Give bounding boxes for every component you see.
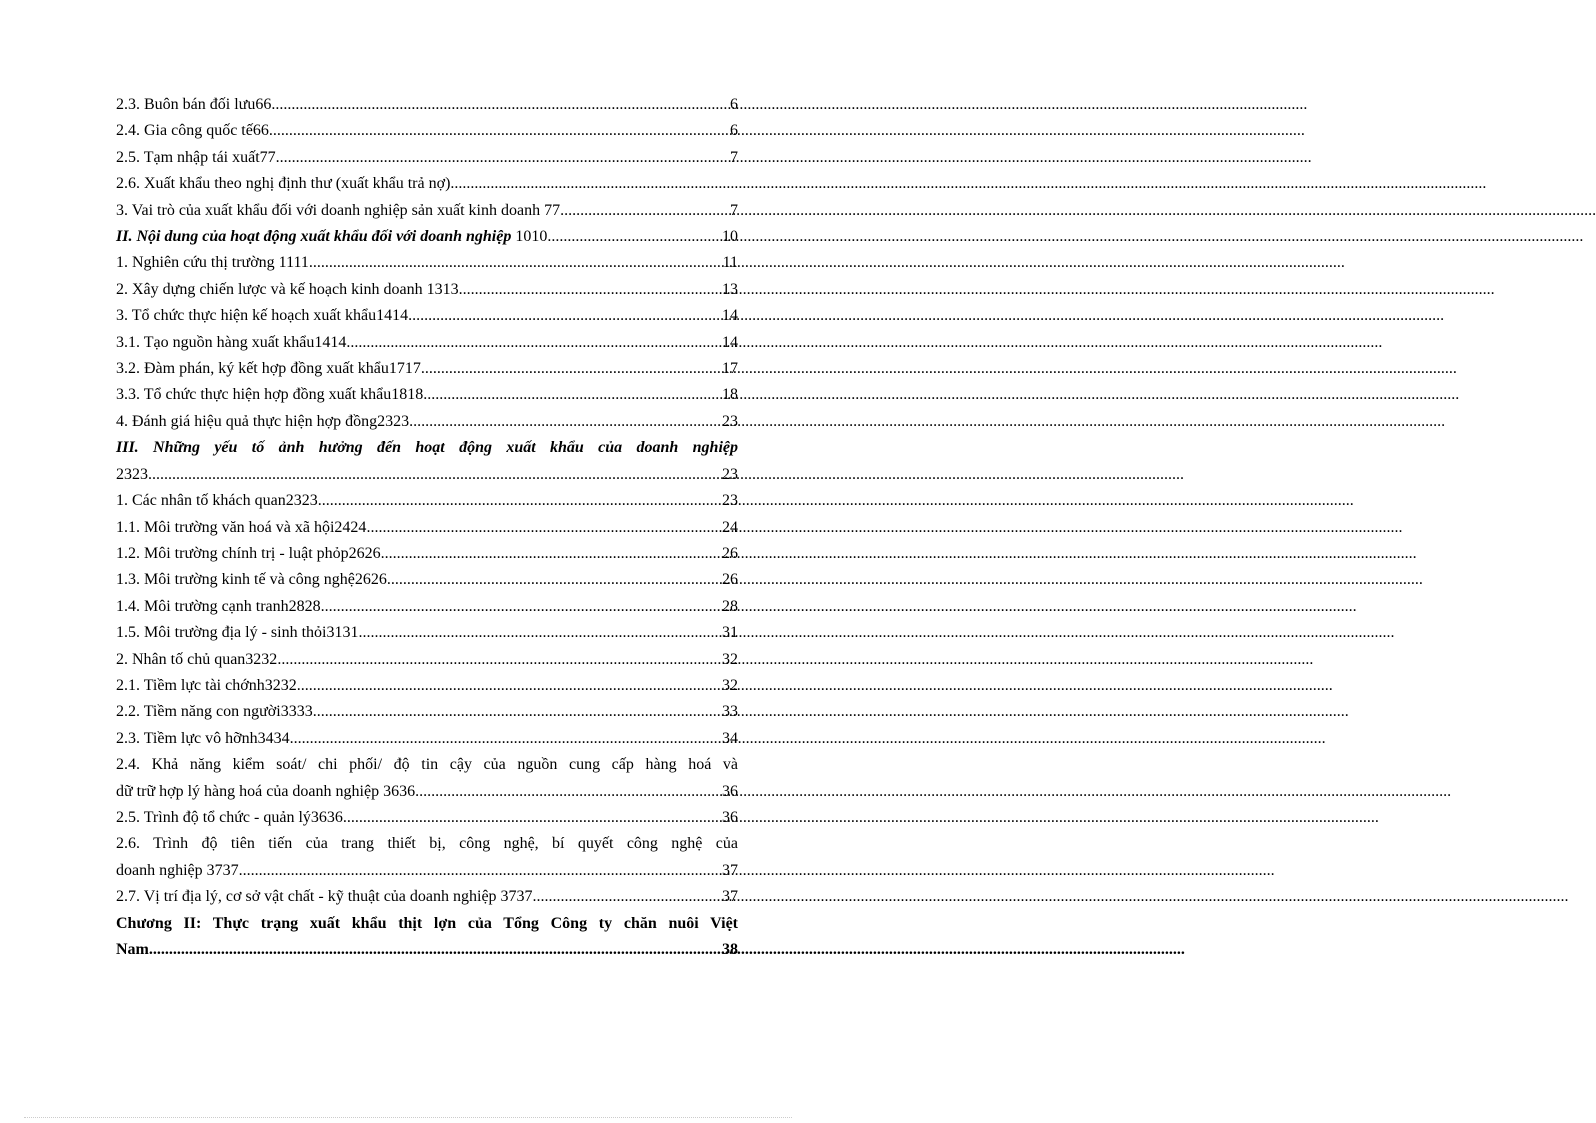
toc-page-number: 26 [722, 571, 738, 589]
toc-page-number: 7 [730, 148, 738, 166]
toc-entry-text: 1.3. Môi trường kinh tế và công nghệ2626 [116, 571, 387, 589]
toc-entry-text: 2.3. Buôn bán đối lưu66 [116, 96, 272, 113]
toc-entry-text: 1.5. Môi trường địa lý - sinh thỏi3131 [116, 624, 359, 642]
dot-leader [450, 171, 738, 197]
section-heading-text: II. Nội dung của hoạt động xuất khẩu đối với doanh nghiệp [116, 228, 512, 246]
toc-page-number: 37 [722, 861, 738, 879]
toc-page-number: 23 [722, 465, 738, 483]
toc-entry-text: 1. Các nhân tố khách quan2323 [116, 492, 318, 510]
toc-entry[interactable] [116, 488, 738, 514]
toc-entry[interactable] [116, 567, 738, 593]
toc-entry[interactable] [116, 647, 738, 673]
toc-entry[interactable] [116, 594, 738, 620]
dot-leader [318, 488, 722, 514]
toc-entry[interactable] [116, 884, 738, 910]
toc-entry-text: Nam [116, 941, 149, 958]
toc-entry-text: 2. Nhân tố chủ quan3232 [116, 650, 278, 668]
toc-page-number: 37 [722, 888, 738, 906]
toc-entry-text: 3.1. Tạo nguồn hàng xuất khẩu1414 [116, 333, 347, 351]
dot-leader [409, 409, 722, 435]
toc-entry-text: 3.2. Đàm phán, ký kết hợp đồng xuất khẩu1717 [116, 360, 421, 378]
dot-leader [421, 356, 722, 382]
toc-entry[interactable] [116, 171, 738, 197]
toc-page-number: 7 [730, 201, 738, 219]
dot-leader [321, 594, 722, 620]
toc-page-number: 28 [722, 597, 738, 615]
toc-entry[interactable] [116, 673, 738, 699]
section-heading-suffix: 1010 [511, 228, 548, 246]
toc-entry-text: 3. Vai trò của xuất khẩu đối với doanh nghiệp sản xuất kinh doanh 77 [116, 201, 561, 219]
dot-leader [459, 277, 722, 303]
toc-page-number: 23 [722, 412, 738, 430]
toc-entry[interactable] [116, 779, 738, 805]
dot-leader [366, 515, 722, 541]
toc-entry[interactable] [116, 858, 738, 884]
toc-entry-line1[interactable]: 2.4. Khả năng kiểm soát/ chi phối/ độ tin cậy của nguồn cung cấp hàng hoá và [116, 756, 738, 774]
toc-entry-text: 2.3. Tiềm lực vô hỡnh3434 [116, 729, 290, 747]
toc-entry-text: 2.5. Tạm nhập tái xuất77 [116, 148, 276, 166]
toc-entry[interactable] [116, 620, 738, 646]
toc-page-number: 33 [722, 703, 738, 721]
toc-entry-text: 1.2. Môi trường chính trị - luật phỏp2626 [116, 544, 381, 562]
dot-leader [533, 884, 722, 910]
dot-leader [358, 620, 722, 646]
dot-leader [271, 92, 730, 118]
toc-page-number: 26 [722, 544, 738, 562]
dot-leader [313, 699, 722, 725]
toc-page-number: 24 [722, 518, 738, 536]
toc-page-number: 17 [722, 360, 738, 378]
toc-page-number: 32 [722, 676, 738, 694]
toc-page-number: 14 [722, 307, 738, 325]
dot-leader [423, 382, 722, 408]
toc-page-number: 6 [730, 122, 738, 140]
toc-entry[interactable] [116, 356, 738, 382]
table-of-contents [116, 92, 738, 963]
dot-leader [297, 673, 722, 699]
toc-entry-text: 2.7. Vị trí địa lý, cơ sở vật chất - kỹ thuật của doanh nghiệp 3737 [116, 888, 533, 906]
toc-page-number: 32 [722, 650, 738, 668]
toc-entry-text: dữ trữ hợp lý hàng hoá của doanh nghiệp 3636 [116, 782, 416, 800]
toc-page-number: 14 [722, 333, 738, 351]
toc-chapter-line1[interactable]: Chương II: Thực trạng xuất khẩu thịt lợn của Tổng Công ty chăn nuôi Việt [116, 914, 738, 932]
toc-entry[interactable] [116, 726, 738, 752]
toc-entry-section[interactable] [116, 224, 738, 250]
toc-entry-text: 2. Xây dựng chiến lược và kế hoạch kinh doanh 1313 [116, 280, 459, 298]
toc-page-number: 23 [722, 492, 738, 510]
dot-leader [415, 779, 722, 805]
toc-entry-line1[interactable]: 2.6. Trình độ tiên tiến của trang thiết bị, công nghệ, bí quyết công nghệ của [116, 835, 738, 853]
toc-entry[interactable] [116, 330, 738, 356]
toc-page-number: 6 [730, 96, 738, 113]
dot-leader [343, 805, 722, 831]
toc-entry[interactable] [116, 805, 738, 831]
toc-entry[interactable] [116, 382, 738, 408]
dot-leader [269, 118, 730, 144]
toc-entry-text: 2.5. Trình độ tổ chức - quản lý3636 [116, 808, 343, 826]
toc-chapter-entry[interactable] [116, 937, 738, 963]
dot-leader [290, 726, 722, 752]
toc-entry-text: 2.6. Xuất khẩu theo nghị định thư (xuất khẩu trả nợ) [116, 175, 451, 193]
dot-leader [547, 224, 722, 250]
toc-entry[interactable] [116, 92, 738, 118]
toc-entry[interactable] [116, 118, 738, 144]
dot-leader [149, 937, 722, 963]
toc-entry-text: 2.4. Gia công quốc tế66 [116, 122, 269, 140]
toc-entry[interactable] [116, 145, 738, 171]
toc-page-number: 34 [722, 729, 738, 747]
toc-entry-text: 1.1. Môi trường văn hoá và xã hội2424 [116, 518, 367, 536]
toc-entry-text: 2.2. Tiềm năng con người3333 [116, 703, 313, 721]
toc-page-number: 11 [722, 254, 738, 272]
toc-page-number: 36 [722, 782, 738, 800]
toc-page-number: 18 [722, 386, 738, 404]
dot-leader [276, 145, 730, 171]
toc-page-number: 36 [722, 808, 738, 826]
toc-entry[interactable] [116, 250, 738, 276]
toc-entry-text: 3.3. Tổ chức thực hiện hợp đồng xuất khẩu1818 [116, 386, 424, 404]
dot-leader [381, 541, 722, 567]
dot-leader [309, 250, 723, 276]
toc-entry-text: doanh nghiệp 3737 [116, 861, 239, 879]
dot-leader [346, 330, 722, 356]
page-bottom-border [24, 1117, 792, 1118]
toc-page-number: 31 [722, 624, 738, 642]
toc-entry[interactable] [116, 277, 738, 303]
toc-entry[interactable] [116, 699, 738, 725]
toc-page-number: 38 [722, 941, 738, 958]
toc-entry[interactable] [116, 198, 738, 224]
toc-entry[interactable] [116, 462, 738, 488]
toc-entry-text: 1.4. Môi trường cạnh tranh2828 [116, 597, 321, 615]
toc-page-number: 13 [722, 280, 738, 298]
toc-entry-text: 4. Đánh giá hiệu quả thực hiện hợp đồng2323 [116, 412, 410, 430]
toc-page-number: 10 [722, 228, 738, 246]
dot-leader [408, 303, 722, 329]
dot-leader [277, 647, 722, 673]
dot-leader [387, 567, 722, 593]
toc-entry-text: 2323 [116, 465, 148, 483]
toc-entry[interactable] [116, 303, 738, 329]
toc-entry-section-line1[interactable]: III. Những yếu tố ảnh hưởng đến hoạt động xuất khẩu của doanh nghiệp [116, 439, 738, 457]
toc-entry[interactable] [116, 541, 738, 567]
dot-leader [560, 198, 730, 224]
dot-leader [239, 858, 722, 884]
toc-entry-text: 3. Tổ chức thực hiện kế hoạch xuất khẩu1414 [116, 307, 409, 325]
dot-leader [148, 462, 722, 488]
toc-entry-text: 1. Nghiên cứu thị trường 1111 [116, 254, 309, 272]
toc-entry-text: 2.1. Tiềm lực tài chớnh3232 [116, 676, 297, 694]
toc-entry[interactable] [116, 515, 738, 541]
toc-entry-text [116, 224, 547, 250]
toc-entry[interactable] [116, 409, 738, 435]
